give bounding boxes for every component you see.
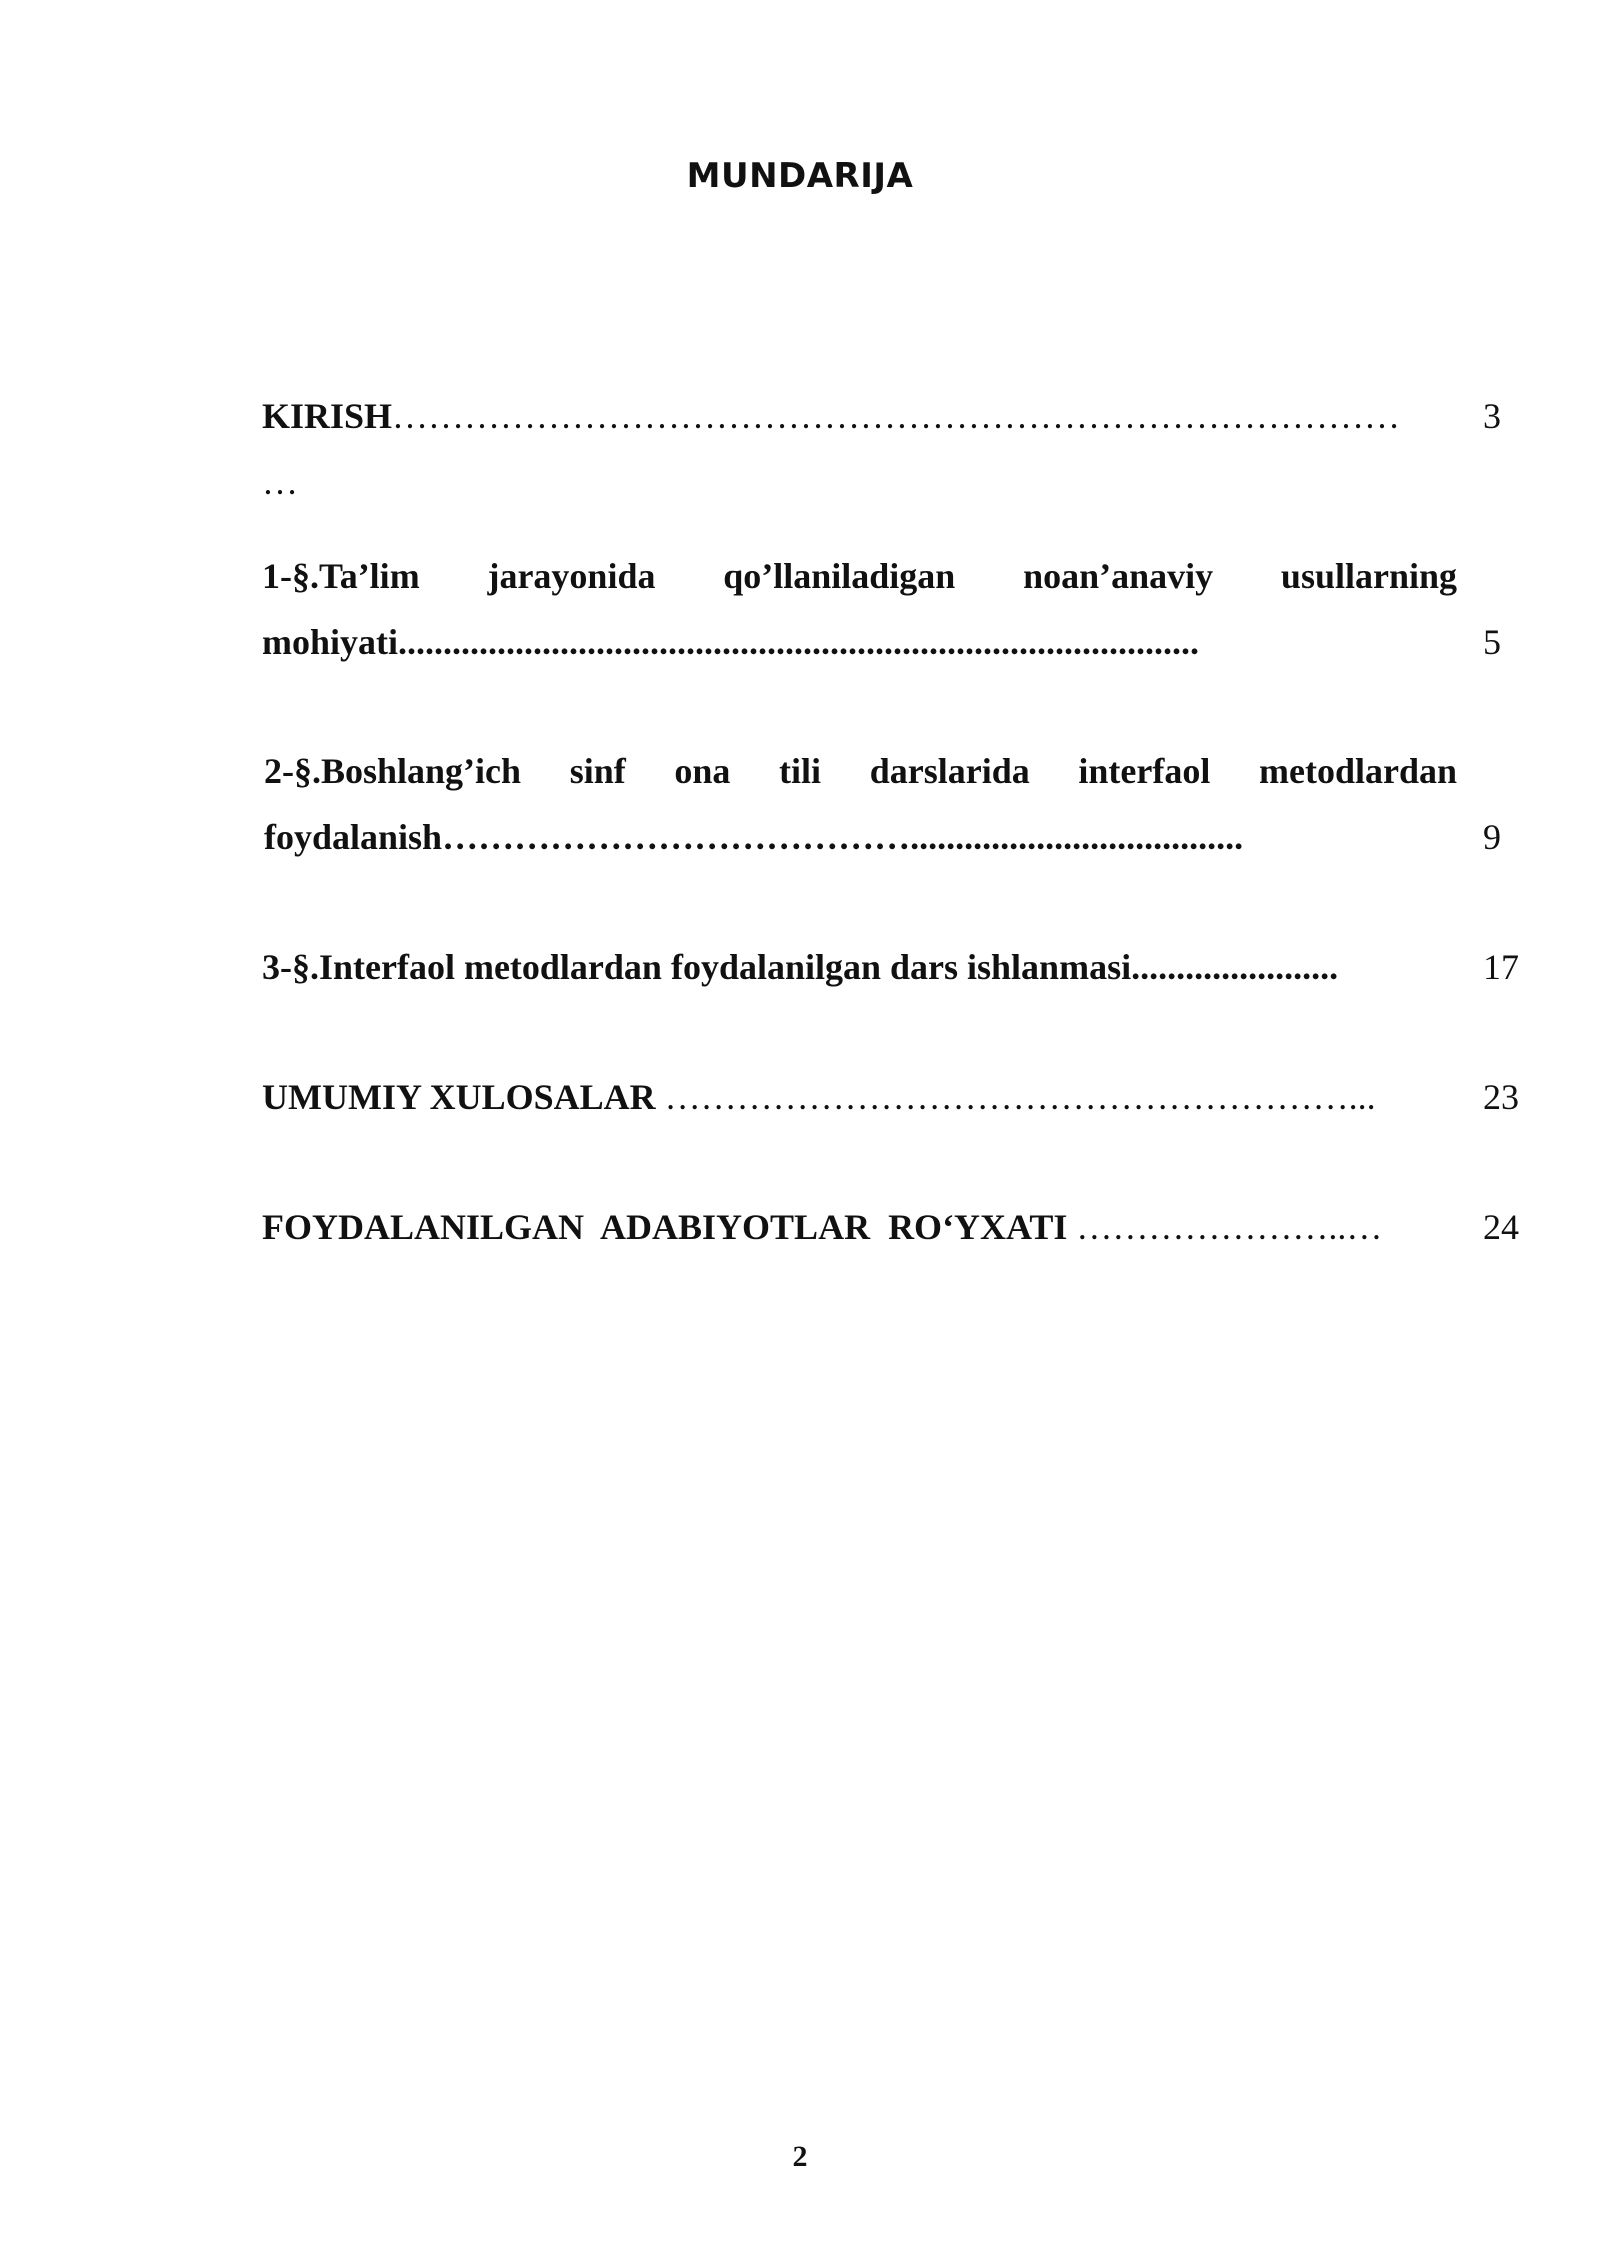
toc-page-number: 24 (1483, 1207, 1519, 1247)
toc-leader-dots: ………………………………………………………………………… (392, 396, 1401, 436)
page-number-footer: 2 (792, 2140, 808, 2173)
toc-entry-title: 3-§.Interfaol metodlardan foydalanilgan dars ishlanmasi....................... (262, 947, 1339, 987)
toc-entry-conclusions[interactable] (262, 1064, 1452, 1130)
toc-leader-dots: …………………..… (1067, 1207, 1383, 1247)
toc-leader-dots: …………………………………………………... (655, 1077, 1376, 1117)
toc-entry-title: KIRISH (262, 396, 393, 436)
toc-entry-section-1[interactable] (262, 543, 1457, 675)
toc-page-number: 9 (1483, 817, 1501, 857)
toc-entry-line (262, 383, 1452, 449)
toc-page-number: 23 (1483, 1077, 1519, 1117)
toc-entry-section-3[interactable] (262, 934, 1452, 1000)
page-title: MUNDARIJA (686, 156, 914, 196)
toc-entry-kirish[interactable] (262, 383, 1452, 515)
toc-page-number: 5 (1483, 622, 1501, 662)
toc-entry-title: FOYDALANILGAN ADABIYOTLAR RO‘YXATI (262, 1207, 1068, 1247)
toc-entry-title: 1-§.Ta’lim jarayonida qo’llaniladigan noan’anaviy usullarning (262, 556, 1457, 596)
toc-entry-title: UMUMIY XULOSALAR (262, 1077, 656, 1117)
toc-leader-dots-continued: … (262, 462, 298, 502)
toc-entry-title-continued: mohiyati......................................................................................... (262, 622, 1200, 662)
toc-entry-title: 2-§.Boshlang’ich sinf ona tili darslarida interfaol metodlardan (264, 751, 1457, 791)
toc-entry-section-2[interactable] (264, 738, 1457, 870)
toc-page-number: 3 (1483, 396, 1501, 436)
toc-entry-references[interactable] (262, 1194, 1452, 1260)
toc-entry-title-continued: foydalanish…………………………………..................................... (264, 817, 1244, 857)
toc-page-number: 17 (1483, 947, 1519, 987)
